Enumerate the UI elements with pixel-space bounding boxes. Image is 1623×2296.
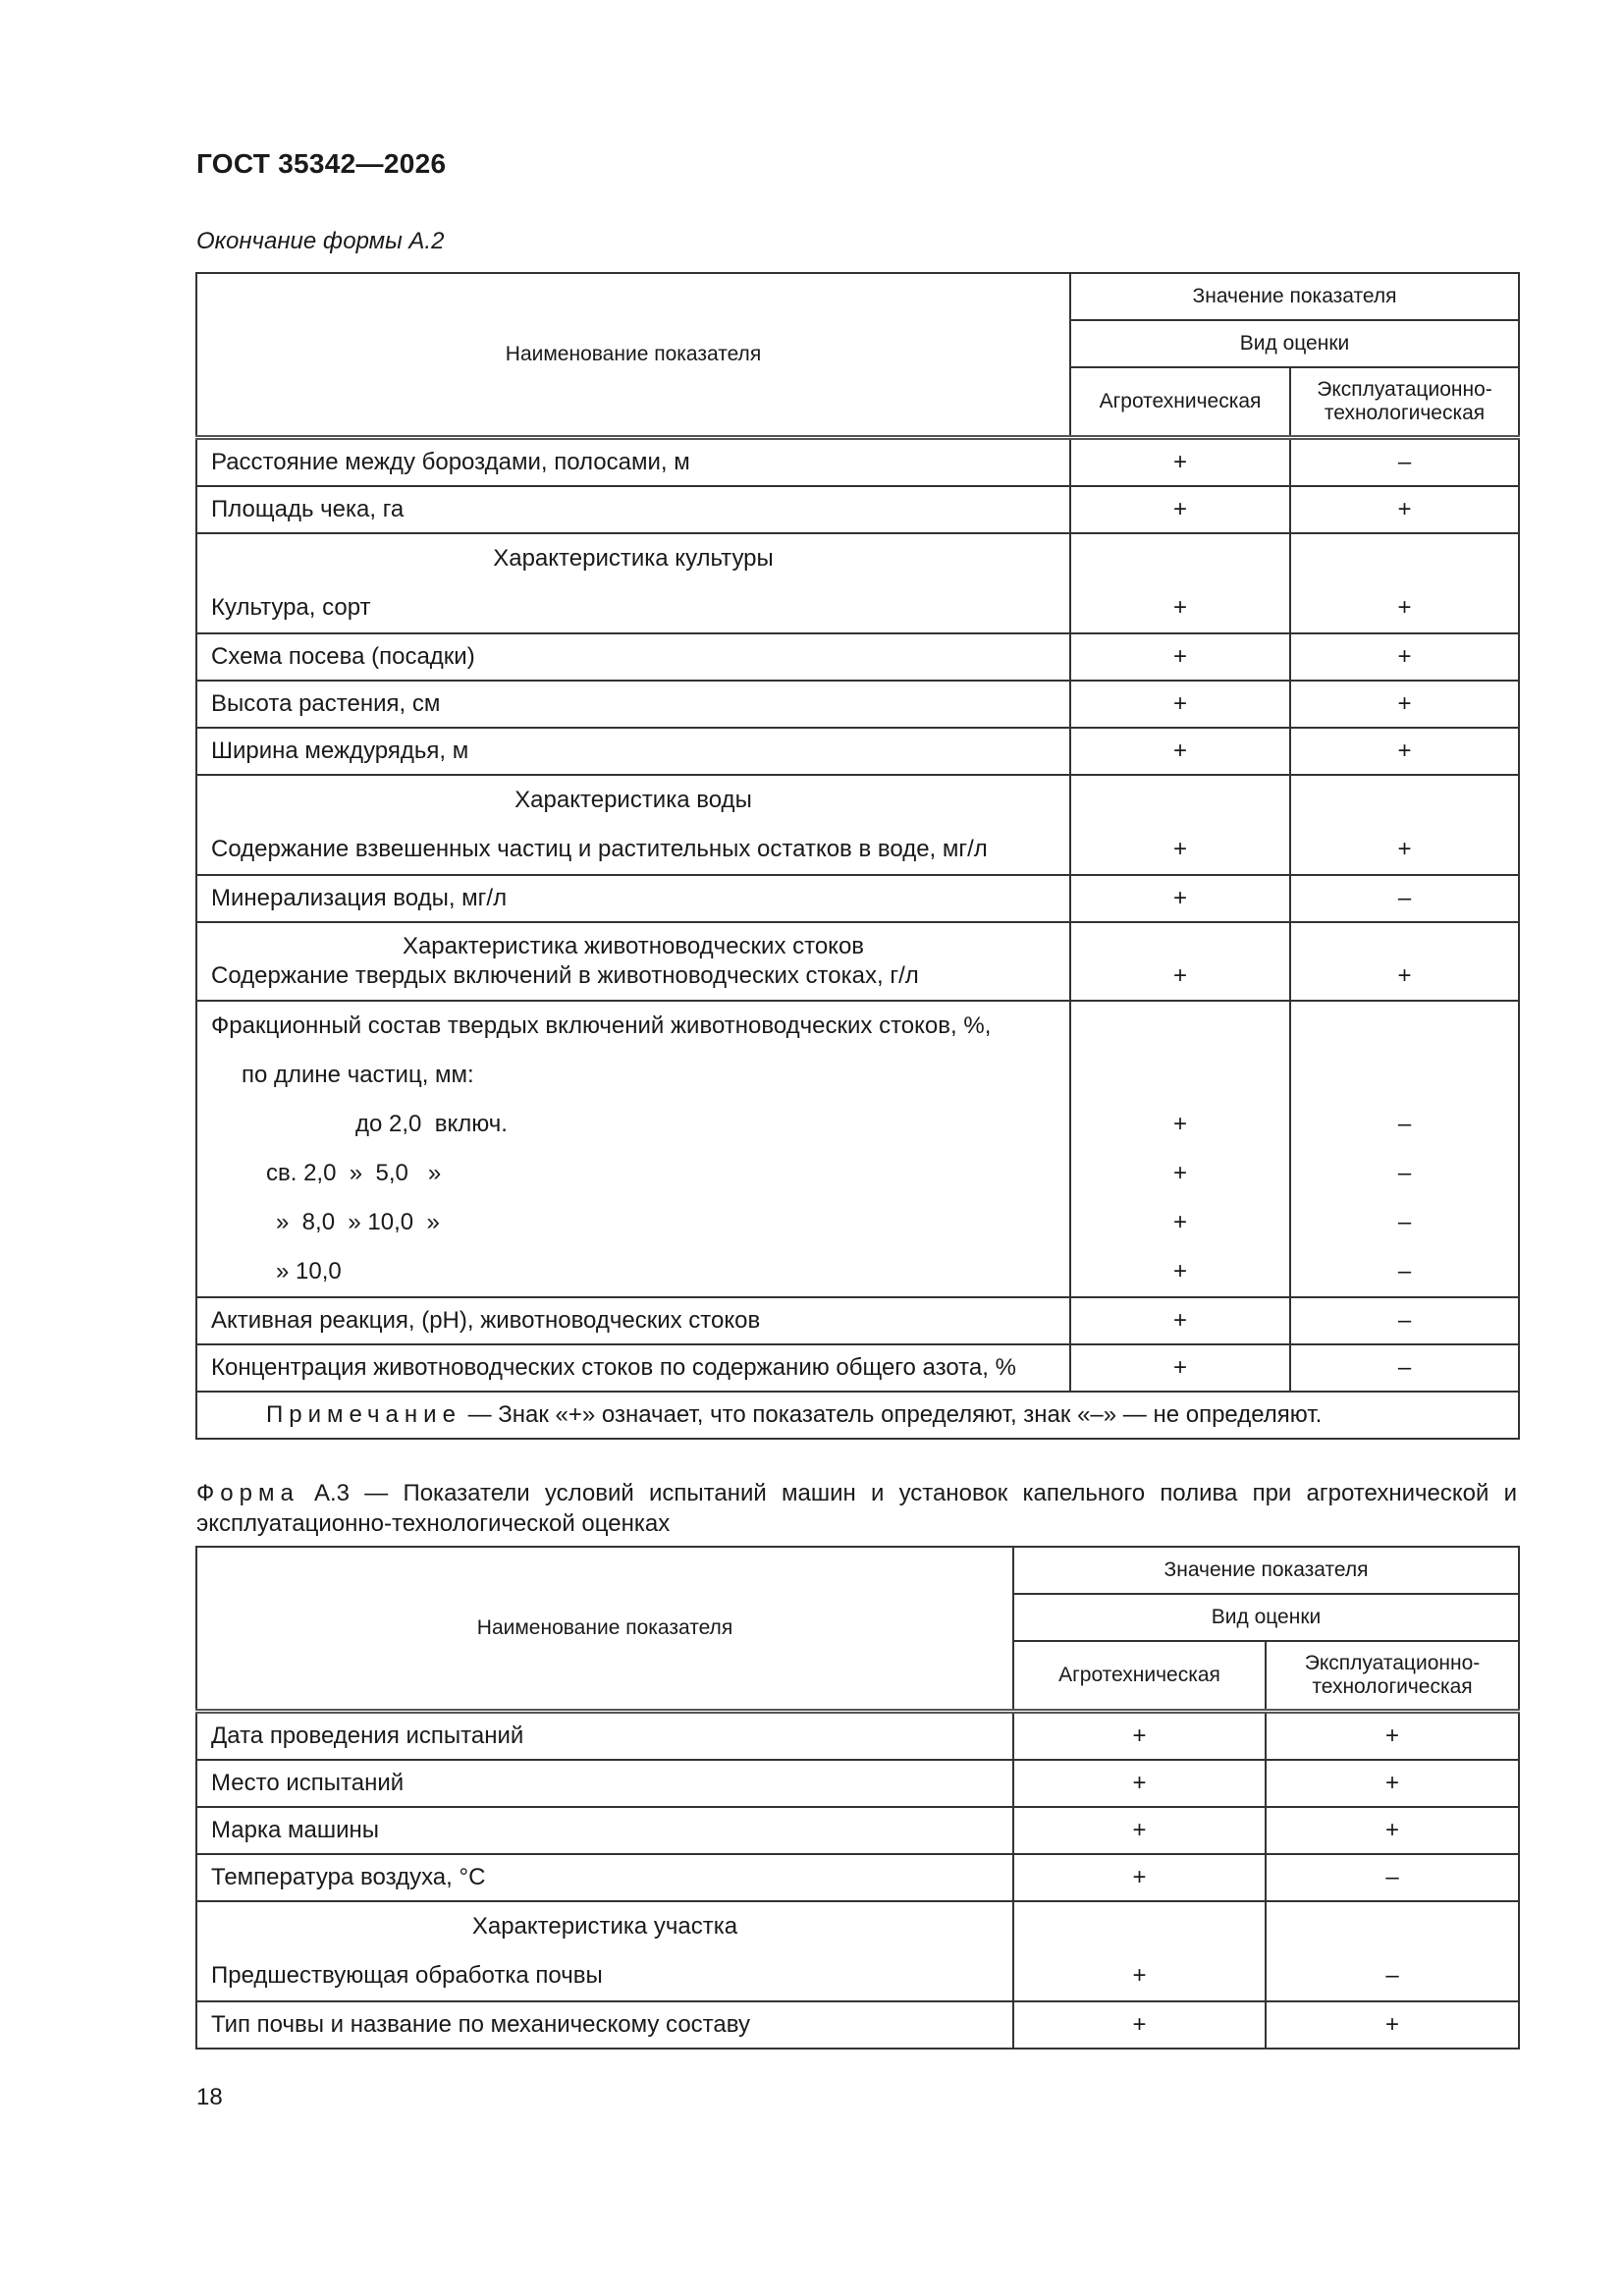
- form-word: Форма: [196, 1480, 299, 1506]
- fraction-item: до 2,0 включ.: [355, 1111, 508, 1137]
- header-expl-line2: технологическая: [1312, 1675, 1473, 1698]
- row-expl: +: [1397, 594, 1412, 621]
- fraction-item: св. 2,0 » 5,0 »: [266, 1160, 442, 1186]
- table-note-row: [196, 1392, 1519, 1439]
- row-expl: –: [1290, 1297, 1519, 1344]
- row-name: Ширина междурядья, м: [196, 728, 1070, 775]
- table-row: [196, 1712, 1519, 1761]
- row-agro: +: [1070, 681, 1290, 728]
- row-name: Температура воздуха, °С: [196, 1854, 1013, 1901]
- row-name: Минерализация воды, мг/л: [196, 875, 1070, 922]
- row-name: Содержание взвешенных частиц и растительных остатков в воде, мг/л: [211, 836, 988, 862]
- header-expl-line1: Эксплуатационно-: [1304, 1652, 1481, 1674]
- table-form-a3: [195, 1546, 1520, 2050]
- table-form-a2: [195, 272, 1520, 1440]
- table-row: [196, 1760, 1519, 1807]
- row-name: Концентрация животноводческих стоков по содержанию общего азота, %: [196, 1344, 1070, 1392]
- row-name: Место испытаний: [196, 1760, 1013, 1807]
- page-number: 18: [196, 2084, 223, 2110]
- section-heading: Характеристика культуры: [493, 545, 774, 572]
- row-agro: +: [1172, 836, 1187, 862]
- row-expl: +: [1290, 681, 1519, 728]
- table-row: [196, 533, 1519, 633]
- table-row: [196, 875, 1519, 922]
- row-agro: +: [1070, 438, 1290, 487]
- table-row: [196, 2001, 1519, 2049]
- table-row-fraction: [196, 1001, 1519, 1297]
- row-expl: +: [1266, 1712, 1519, 1761]
- row-agro: +: [1070, 875, 1290, 922]
- fraction-expl: –: [1397, 1209, 1412, 1235]
- fraction-agro: +: [1172, 1258, 1187, 1285]
- row-agro: +: [1070, 1344, 1290, 1392]
- row-agro: +: [1132, 1962, 1147, 1989]
- header-name-col: Наименование показателя: [196, 1547, 1013, 1712]
- row-agro: +: [1013, 1854, 1266, 1901]
- table-row: [196, 1854, 1519, 1901]
- row-expl: +: [1266, 1760, 1519, 1807]
- row-name: Высота растения, см: [196, 681, 1070, 728]
- fraction-agro: +: [1172, 1209, 1187, 1235]
- header-kind: Вид оценки: [1013, 1594, 1519, 1641]
- table-row: [196, 922, 1519, 1001]
- table-row: [196, 1344, 1519, 1392]
- fraction-title: Фракционный состав твердых включений животноводческих стоков, %,: [211, 1012, 992, 1039]
- table-row: [196, 728, 1519, 775]
- table-row: [196, 775, 1519, 875]
- row-agro: +: [1013, 2001, 1266, 2049]
- row-expl: –: [1385, 1962, 1399, 1989]
- row-name: Расстояние между бороздами, полосами, м: [196, 438, 1070, 487]
- row-expl: –: [1290, 438, 1519, 487]
- row-agro: +: [1172, 962, 1187, 989]
- row-expl: +: [1397, 962, 1412, 989]
- fraction-expl: –: [1397, 1258, 1412, 1285]
- form-title-text: А.3 — Показатели условий испытаний машин и установок капельного полива при агротехнической и эксплуатационно-технологической оценках: [196, 1480, 1517, 1537]
- document-code: ГОСТ 35342—2026: [196, 148, 447, 179]
- table-row: [196, 1807, 1519, 1854]
- header-value: Значение показателя: [1070, 273, 1519, 320]
- row-agro: +: [1070, 1297, 1290, 1344]
- row-name: Культура, сорт: [211, 594, 371, 621]
- row-agro: +: [1013, 1760, 1266, 1807]
- row-agro: +: [1070, 633, 1290, 681]
- row-agro: +: [1070, 486, 1290, 533]
- row-expl: –: [1290, 875, 1519, 922]
- row-name: Активная реакция, (pH), животноводческих стоков: [196, 1297, 1070, 1344]
- header-agro: Агротехническая: [1013, 1641, 1266, 1712]
- table-row: [196, 438, 1519, 487]
- row-expl: –: [1266, 1854, 1519, 1901]
- table-row: [196, 1297, 1519, 1344]
- section-heading: Характеристика животноводческих стоков: [402, 933, 865, 959]
- row-expl: +: [1266, 1807, 1519, 1854]
- note-text: — Знак «+» означает, что показатель определяют, знак «–» — не определяют.: [460, 1401, 1323, 1428]
- row-name: Марка машины: [196, 1807, 1013, 1854]
- header-value: Значение показателя: [1013, 1547, 1519, 1594]
- row-agro: +: [1013, 1712, 1266, 1761]
- header-kind: Вид оценки: [1070, 320, 1519, 367]
- fraction-agro: +: [1172, 1160, 1187, 1186]
- table-row: [196, 1901, 1519, 2001]
- row-name: Тип почвы и название по механическому составу: [196, 2001, 1013, 2049]
- table-row: [196, 486, 1519, 533]
- row-expl: +: [1397, 836, 1412, 862]
- header-name-col: Наименование показателя: [196, 273, 1070, 438]
- fraction-expl: –: [1397, 1111, 1412, 1137]
- header-agro: Агротехническая: [1070, 367, 1290, 438]
- row-expl: +: [1290, 486, 1519, 533]
- row-expl: –: [1290, 1344, 1519, 1392]
- row-name: Схема посева (посадки): [196, 633, 1070, 681]
- row-expl: +: [1290, 728, 1519, 775]
- row-name: Площадь чека, га: [196, 486, 1070, 533]
- row-agro: +: [1172, 594, 1187, 621]
- header-expl-line2: технологическая: [1324, 402, 1486, 424]
- row-name: Дата проведения испытаний: [196, 1712, 1013, 1761]
- header-expl: [1290, 367, 1519, 438]
- table-row: [196, 633, 1519, 681]
- row-name: Содержание твердых включений в животноводческих стоках, г/л: [211, 962, 919, 989]
- header-expl-line1: Эксплуатационно-: [1317, 378, 1492, 401]
- row-expl: +: [1266, 2001, 1519, 2049]
- fraction-item: » 10,0: [276, 1258, 342, 1285]
- row-expl: +: [1290, 633, 1519, 681]
- table1-caption: Окончание формы А.2: [196, 228, 445, 254]
- section-heading: Характеристика воды: [514, 787, 752, 813]
- header-expl: [1266, 1641, 1519, 1712]
- row-agro: +: [1013, 1807, 1266, 1854]
- section-heading: Характеристика участка: [471, 1913, 738, 1940]
- fraction-expl: –: [1397, 1160, 1412, 1186]
- form-a3-title: [196, 1478, 1517, 1539]
- row-agro: +: [1070, 728, 1290, 775]
- fraction-agro: +: [1172, 1111, 1187, 1137]
- note-label: Примечание: [266, 1401, 461, 1428]
- row-name: Предшествующая обработка почвы: [211, 1962, 603, 1989]
- fraction-subtitle: по длине частиц, мм:: [242, 1062, 474, 1088]
- fraction-item: » 8,0 » 10,0 »: [276, 1209, 440, 1235]
- table-row: [196, 681, 1519, 728]
